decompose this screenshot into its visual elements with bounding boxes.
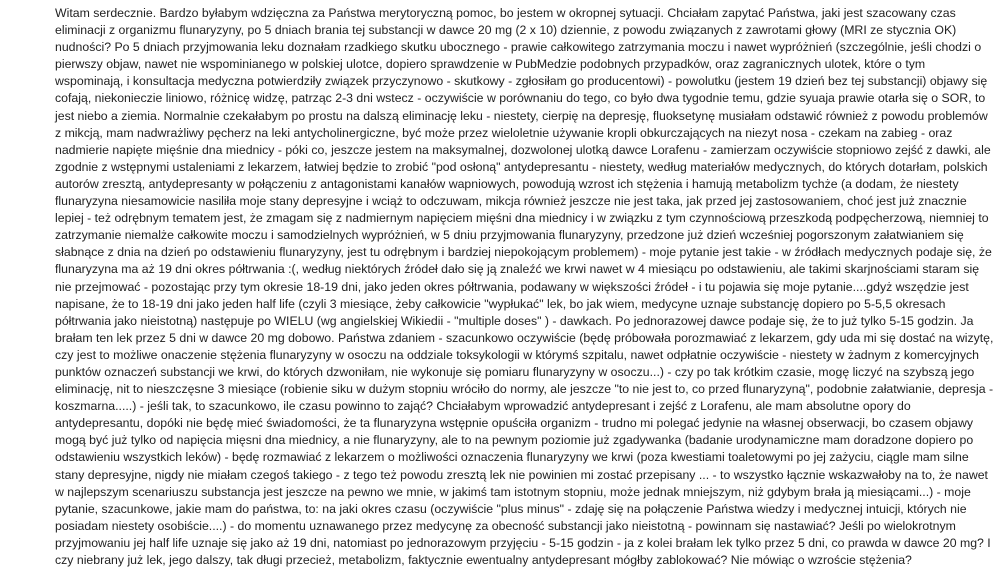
message-text: Witam serdecznie. Bardzo byłabym wdzięczna za Państwa merytoryczną pomoc, bo jestem w okropnej sytuacji. Chciałam zapytać Państwa, jaki jest szacowany czas eliminacji z organizmu flunaryzyny, po 5 dniach brania tej substancji w dawce 20 mg (2 x 10) dziennie, z powodu związanych z zawrotami głowy (MRI ze stycznia OK) nudności? Po 5 dniach przyjmowania leku doznałam rzadkiego skutku ubocznego - prawie całkowitego zatrzymania moczu i nawet wypróżnień (szczególnie, jeśli chodzi o pierwszy objaw, nawet nie wspominianego w polskiej ulotce, dopiero sprawdzenie w PubMedzie podobnych przypadków, oraz zagranicznych ulotek, które o tym wspominają, i konsultacja medyczna potwierdziły związek przyczynowo - skutkowy - zgłosiłam go producentowi) - powolutku (jestem 19 dzień bez tej substancji) objawy się cofają, niekonieczie liniowo, różnicę widzę, patrząc 2-3 dni wstecz - oczywiście w porównaniu do tego, co było dwa tygodnie temu, gdzie syuaja prawie otarła się o SOR, to jest niebo a ziemia. Normalnie czekałabym po prostu na dalszą eliminację leku - niestety, cierpię na depresję, fluoksetynę musiałam odstawić również z powodu problemów z mikcją, mam nadwrażliwy pęcherz na leki antycholinergiczne, być może przez wieloletnie używanie kropli obkurczających na niezyt nosa - czekam na zabieg - oraz nadmierie napięte mięśnie dna miednicy - póki co, jeszcze jestem na maksymalnej, dozwolonej ulotką dawce Lorafenu - zamierzam oczywiście stopniowo zejść z dawki, ale zgodnie z wstępnymi ustaleniami z lekarzem, łatwiej będzie to zrobić "pod osłoną" antydepresantu - niestety, według materiałów medycznych, do których dotarłam, polskich autorów zresztą, antydepresanty w połączeniu z antagonistami kanałów wapniowych, powodują wzrost ich stężenia i hamują metabolizm tychże (a dodam, że niestety flunaryzyna niesamowicie nasiliła moje stany depresyjne i wciąż to odczuwam, mikcja również jeszcze nie jest taka, jak przed jej zastosowaniem, choć jest już znacznie lepiej - też odrębnym tematem jest, że zmagam się z nadmiernym napięciem mięśni dna miednicy i w związku z tym czynnościową przeszkodą podpęcherzową, niemniej to zatrzymanie niemalże całkowite moczu i samodzielnych wypróżnień, w 5 dniu przyjmowania flunaryzyny, przedzone już dzień wcześniej pogorszonym załatwianiem się słabnące z dnia na dzień po odstawieniu flunaryzyny, jest tu odrębnym i bardziej niepokojącym problemem) - moje pytanie jest takie - w źródłach medycznych podaje się, że flunaryzyna ma aż 19 dni okres półtrwania :(, według niektórych źródeł dało się ją znaleźć we krwi nawet w 4 miesiącu po odstawieniu, ale takimi skarjnościami staram się nie przejmować - pozostając przy tym okresie 18-19 dni, jako jeden okres półtrwania, podawany w większości źródeł - i tu pojawia się moje pytanie....gdyż wszędzie jest napisane, że to 18-19 dni jako jeden half life (czyli 3 miesiące, żeby całkowicie "wypłukać" lek, bo jak wiem, medycyne uznaje substancję dopiero po 5-5,5 okresach półtrwania jako nieistotną) następuje po WIELU (wg angielskiej Wikiedii - "multiple doses" ) - dawkach. Po jednorazowej dawce podaje się, że to już tylko 5-15 godzin. Ja brałam ten lek przez 5 dni w dawce 20 mg dobowo. Państwa zdaniem - szacunkowo oczywiście (będę próbowała porozmawiać z lekarzem, gdy uda mi się dostać na wizytę, czy jest to możliwe onaczenie stężenia flunaryzyny w osoczu na oddziale toksykologii w którymś szpitalu, nawet odpłatnie oczywiście - niestety w żadnym z komercyjnych punktów oznaczeń substancji we krwi, do których dzwoniłam, nie wykonuje się pomiaru flunaryzyny w osoczu...) - czy po tak krótkim czasie, mogę liczyć na szybszą jego eliminację, nit to nieszczęsne 3 miesiące (robienie siku w dużym stopniu wróciło do normy, ale jeszcze "to nie jest to, co przed flunaryzyną", podobnie załatwianie, depresja - koszmarna.....) - jeśli tak, to szacunkowo, ile czasu powinno to zająć? Chciałabym wprowadzić antydepresant i zejść z Lorafenu, ale mam absolutne opory do antydepresantu, dopóki nie będę mieć świadomości, że ta flunaryzyna wstępnie opuściła organizm - trudno mi polegać jedynie na własnej obserwacji, bo czasem objawy mogą być już tylko od napięcia mięsni dna miednicy, a nie flunaryzyny, ale to na pewnym poziomie już zgadywanka (badanie urodynamiczne mam doradzone dopiero po odstawieniu wszystkich leków) - będę rozmawiać z lekarzem o możliwości oznaczenia flunaryzyny we krwi (poza kwestiami toaletowymi po jej zażyciu, ciągle mam silne stany depresyjne, nigdy nie miałam czegoś takiego - z tego też powodu zresztą lek nie powinien mi zostać przepisany ... - to wszystko łącznie wskazwałoby na to, że nawet w najlepszym scenariuszu substancja jest jeszcze na pewno we mnie, w jakimś tam istotnym stopniu, może jednak mniejszym, niż gdybym brała ją miesiącami...) - moje pytanie, szacunkowe, jakie mam do państwa, to: na jaki okres czasu (oczywiście "plus minus" - zdaję się na połączenie Państwa wiedzy i medycznej intuicji, których nie posiadam niestety osobiście....) - do momentu uznawanego przez medycynę za obecność substancji jako nieistotną - powinnam się nastawiać? Jeśli po wielokrotnym przyjmowaniu jej half life uznaje się jako aż 19 dni, natomiast po jednorazowym przyjęciu - 5-15 godzin - ja z kolei brałam lek tylko przez 5 dni, co prawda w dawce 20 mg? I czy niebrany już lek, jego dalszy, tak długi przecież, metabolizm, faktycznie ewentualny antydepresant mógłby zablokować? Nie mówiąc o wzroście stężenia? (55, 6, 994, 567)
